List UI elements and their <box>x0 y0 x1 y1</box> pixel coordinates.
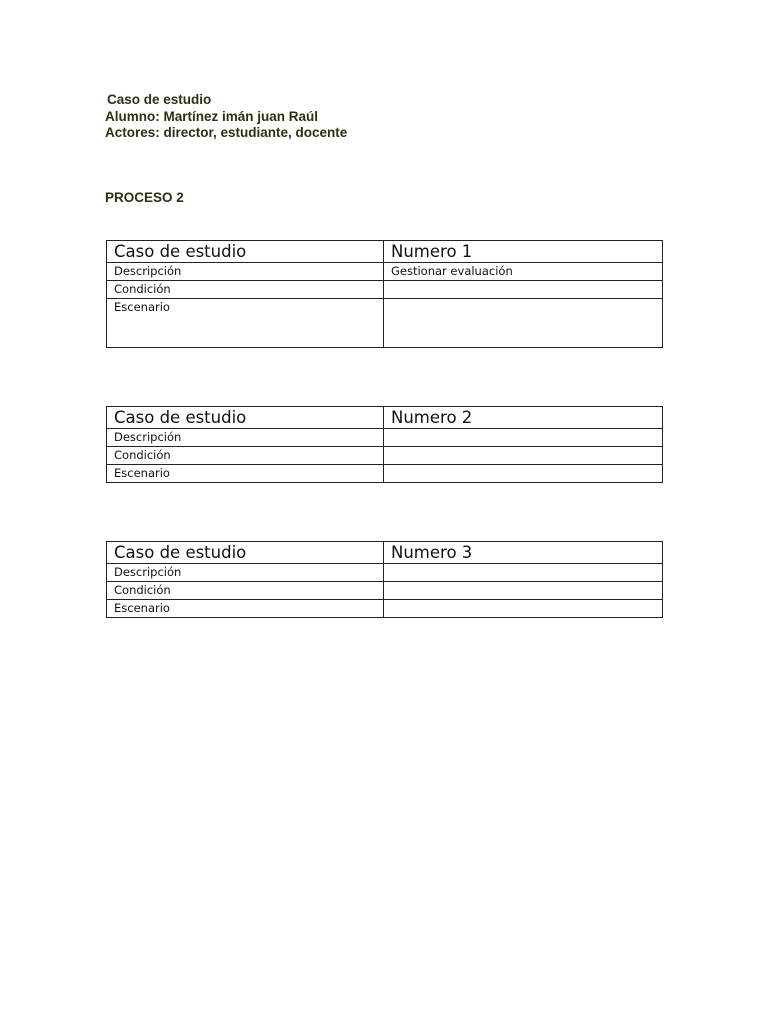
row-value <box>384 281 663 299</box>
table-header-left: Caso de estudio <box>107 241 384 263</box>
table-header-row <box>107 241 663 263</box>
row-label: Descripción <box>107 429 384 447</box>
row-value <box>384 429 663 447</box>
row-value: Gestionar evaluación <box>384 263 663 281</box>
row-label: Escenario <box>107 465 384 483</box>
document-header <box>105 92 347 142</box>
table-header-right: Numero 3 <box>384 542 663 564</box>
row-value <box>384 600 663 618</box>
actors-line: Actores: director, estudiante, docente <box>105 125 348 140</box>
case-table-1 <box>106 240 663 348</box>
table-row <box>107 582 663 600</box>
case-table-3 <box>106 541 663 618</box>
table-row <box>107 600 663 618</box>
row-label: Condición <box>107 281 384 299</box>
row-value <box>384 465 663 483</box>
row-value <box>384 299 663 348</box>
document-title: Caso de estudio <box>107 92 212 107</box>
row-value <box>384 582 663 600</box>
row-label: Escenario <box>107 299 384 348</box>
table-row <box>107 299 663 348</box>
table-header-right: Numero 2 <box>384 407 663 429</box>
table-row <box>107 429 663 447</box>
row-label: Descripción <box>107 564 384 582</box>
table-header-row <box>107 407 663 429</box>
row-label: Condición <box>107 582 384 600</box>
row-label: Escenario <box>107 600 384 618</box>
table-header-right: Numero 1 <box>384 241 663 263</box>
table-header-left: Caso de estudio <box>107 407 384 429</box>
table-row <box>107 465 663 483</box>
row-label: Descripción <box>107 263 384 281</box>
table-row <box>107 281 663 299</box>
row-value <box>384 447 663 465</box>
row-label: Condición <box>107 447 384 465</box>
table-row <box>107 447 663 465</box>
table-row <box>107 564 663 582</box>
row-value <box>384 564 663 582</box>
table-header-left: Caso de estudio <box>107 542 384 564</box>
table-header-row <box>107 542 663 564</box>
table-row <box>107 263 663 281</box>
process-title: PROCESO 2 <box>105 190 184 205</box>
student-line: Alumno: Martínez imán juan Raúl <box>105 108 319 124</box>
case-table-2 <box>106 406 663 483</box>
